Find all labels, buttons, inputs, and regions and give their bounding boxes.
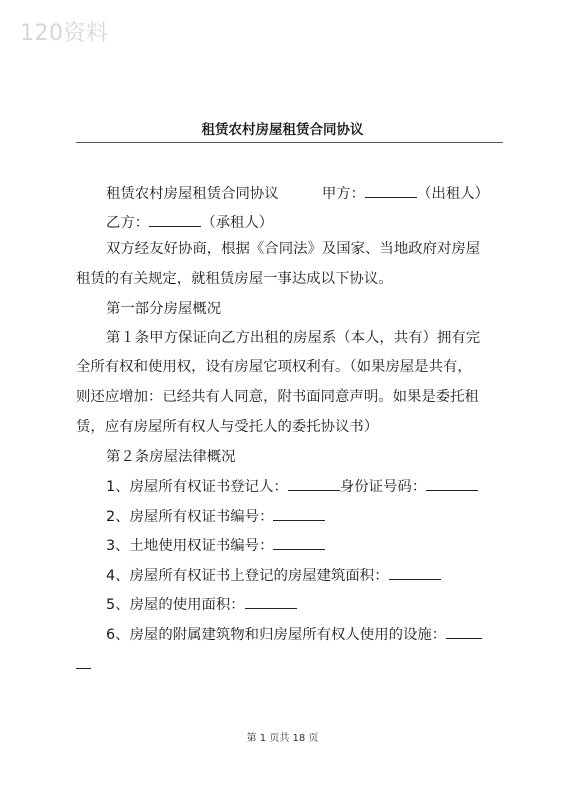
fill-in-blank[interactable]: [446, 624, 482, 639]
line-text: 5、房屋的使用面积：: [106, 597, 245, 613]
fill-in-blank[interactable]: [273, 535, 325, 550]
text-line: [106, 476, 478, 497]
line-text: 2、房屋所有权证书编号：: [106, 509, 274, 525]
text-line: [106, 212, 273, 233]
line-text: 则还应增加：已经共有人同意，附书面同意声明。如果是委托租: [76, 389, 479, 405]
text-line: [106, 594, 297, 615]
text-line: [106, 239, 480, 259]
line-text-suffix: （承租人）: [201, 215, 274, 231]
document-title: 租赁农村房屋租赁合同协议: [201, 122, 364, 138]
text-line: [106, 624, 482, 645]
fill-in-blank[interactable]: [389, 565, 441, 580]
line-text: 1、房屋所有权证书登记人：: [106, 479, 288, 495]
fill-in-blank[interactable]: [365, 183, 417, 198]
text-line: [76, 269, 393, 289]
text-line: [106, 565, 441, 586]
text-line: [106, 299, 221, 319]
line-text: 4、房屋所有权证书上登记的房屋建筑面积：: [106, 568, 389, 584]
line-text: 第１条甲方保证向乙方出租的房屋系（本人，共有）拥有完: [106, 330, 481, 346]
line-text: 双方经友好协商，根据《合同法》及国家、当地政府对房屋: [106, 241, 481, 257]
fill-in-blank[interactable]: [245, 594, 297, 609]
line-text: 6、房屋的附属建筑物和归房屋所有权人使用的设施：: [106, 627, 447, 643]
watermark: 120资料: [20, 21, 109, 46]
text-line: [76, 387, 479, 407]
line-text: 第２条房屋法律概况: [106, 449, 236, 465]
text-line: [76, 357, 472, 377]
fill-in-blank[interactable]: [149, 212, 201, 227]
line-text-suffix: 身份证号码：: [339, 479, 427, 495]
line-text: 赁，应有房屋所有权人与受托人的委托协议书）: [76, 419, 379, 435]
page-footer: 第 1 页共 18 页: [246, 733, 319, 744]
line-text: 租赁农村房屋租赁合同协议 甲方：: [106, 186, 366, 202]
line-text: 租赁的有关规定，就租赁房屋一事达成以下协议。: [76, 271, 393, 287]
fill-in-blank[interactable]: [288, 476, 340, 491]
fill-in-blank[interactable]: [273, 506, 325, 521]
text-line: [106, 535, 325, 556]
text-line: [106, 183, 489, 204]
fill-in-blank[interactable]: [76, 654, 91, 669]
text-line: [106, 328, 480, 348]
text-line: [76, 654, 91, 675]
text-line: [76, 417, 378, 437]
text-line: [106, 447, 236, 467]
line-text-suffix: （出租人）: [417, 186, 490, 202]
line-text: 乙方：: [106, 215, 150, 231]
line-text: 全所有权和使用权，设有房屋它项权利有。（如果房屋是共有，: [76, 359, 472, 375]
text-line: [106, 506, 325, 527]
title-underline: [76, 142, 503, 143]
line-text: 第一部分房屋概况: [106, 301, 222, 317]
line-text: 3、土地使用权证书编号：: [106, 538, 274, 554]
fill-in-blank[interactable]: [426, 476, 478, 491]
